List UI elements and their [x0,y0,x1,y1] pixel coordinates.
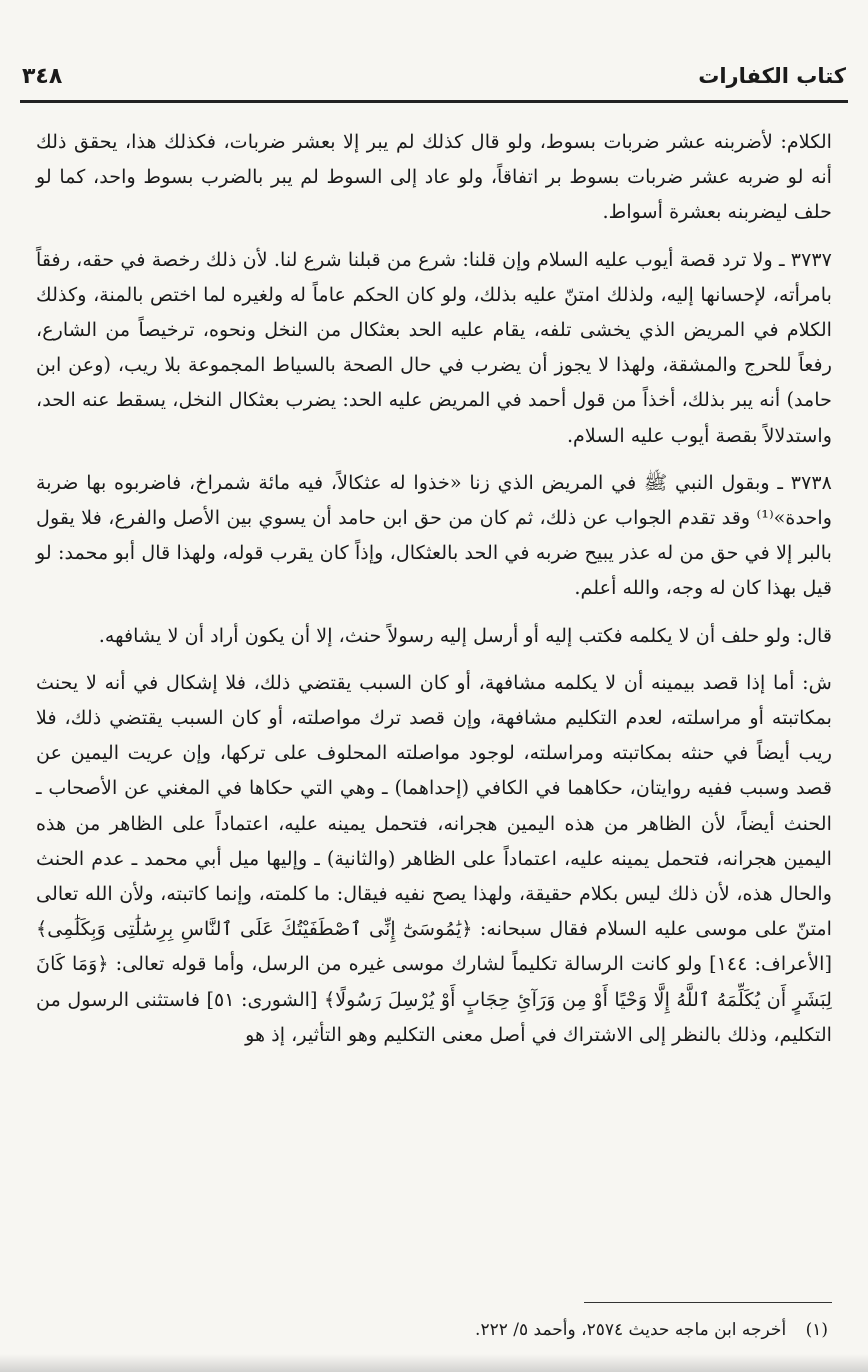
paragraph: الكلام: لأضربنه عشر ضربات بسوط، ولو قال كذلك لم يبر إلا بعشر ضربات، فكذلك هذا، يحقق ذلك أنه لو ضربه عشر ضربات بسوط بر اتفاقاً، ولو عاد إلى السوط لم يبر بالضرب بسوط واحد، كما لو حلف ليضربنه بعشرة أسواط. [36,130,832,224]
page-number: ٣٤٨ [22,63,63,89]
footnote [40,1316,828,1344]
book-title: كتاب الكفارات [698,64,846,88]
main-text [36,124,832,1064]
footnote-rule [584,1302,832,1303]
scan-edge [0,1354,868,1372]
footnote-number: (١) [805,1320,828,1340]
header-rule [20,100,848,103]
paragraph: ٣٧٣٧ ـ ولا ترد قصة أيوب عليه السلام وإن قلنا: شرع من قبلنا شرع لنا. لأن ذلك رخصة في حقه، رفقاً بامرأته، لإحسانها إليه، ولذلك امتنّ عليه بذلك، ولو كان الحكم عاماً له ولغيره لما اختص بالمنة، وكذلك الكلام في المريض الذي يخشى تلفه، يقام عليه الحد بعثكال من النخل ونحوه، ترخيصاً من الشارع، رفعاً للحرج والمشقة، ولهذا لا يجوز أن يضرب في حال الصحة بالسياط المجموعة بلا ريب، (وعن ابن حامد) أنه يبر بذلك، أخذاً من قول أحمد في المريض عليه الحد: يضرب بعثكال النخل، يسقط عنه الحد، واستدلالاً بقصة أيوب عليه السلام. [36,247,832,447]
paragraph: ش: أما إذا قصد بيمينه أن لا يكلمه مشافهة، أو كان السبب يقتضي ذلك، فلا إشكال في أنه لا يحنث بمكاتبته أو مراسلته، لعدم التكليم مشافهة، وإن قصد ترك مواصلته، أو كان السبب يقتضي ذلك، فلا ريب أيضاً في حنثه بمكاتبته ومراسلته، لوجود مواصلته المحلوف على تركها، وإن عريت اليمين عن قصد وسبب ففيه روايتان، حكاهما في الكافي (إحداهما) ـ وهي التي حكاها في المغني عن الأصحاب ـ الحنث أيضاً، لأن الظاهر من هذه اليمين هجرانه، فتحمل يمينه عليه، اعتماداً على الظاهر من هذه اليمين هجرانه، فتحمل يمينه عليه، اعتماداً على الظاهر (والثانية) ـ وإليها ميل أبي محمد ـ عدم الحنث والحال هذه، لأن ذلك ليس بكلام حقيقة، ولهذا يصح نفيه فيقال: ما كلمته، وإنما كاتبته، ولأن الله تعالى امتنّ على موسى عليه السلام فقال سبحانه: ﴿يَٰمُوسَىٰٓ إِنِّى ٱصْطَفَيْتُكَ عَلَى ٱلنَّاسِ بِرِسَٰلَٰتِى وَبِكَلَٰمِى﴾ [الأعراف: ١٤٤] ولو كانت الرسالة تكليماً لشارك موسى غيره من الرسل، وأما قوله تعالى: ﴿وَمَا كَانَ لِبَشَرٍ أَن يُكَلِّمَهُ ٱللَّهُ إِلَّا وَحْيًا أَوْ مِن وَرَآئِ حِجَابٍ أَوْ يُرْسِلَ رَسُولًا﴾ [الشورى: ٥١] فاستثنى الرسول من التكليم، وذلك بالنظر إلى الاشتراك في أصل معنى التكليم وهو التأثير، إذ هو [36,670,832,1046]
paragraph: قال: ولو حلف أن لا يكلمه فكتب إليه أو أرسل إليه رسولاً حنث، إلا أن يكون أراد أن لا يشافهه. [98,623,832,647]
page-header [22,58,846,94]
paragraph: ٣٧٣٨ ـ وبقول النبي ﷺ في المريض الذي زنا «خذوا له عثكالاً، فيه مائة شمراخ، فاضربوه بها ضربة واحدة»⁽¹⁾ وقد تقدم الجواب عن ذلك، ثم كان من حق ابن حامد أن يسوي بين الأصل والفرع، فلا يقول بالبر إلا في حق من له عذر يبيح ضربه في الحد بالعثكال، وإذاً كان يقرب قوله، ولهذا قال أبو محمد: لو قيل بهذا كان له وجه، والله أعلم. [36,470,832,600]
footnote-text: أخرجه ابن ماجه حديث ٢٥٧٤، وأحمد ٥/ ٢٢٢. [475,1320,787,1340]
